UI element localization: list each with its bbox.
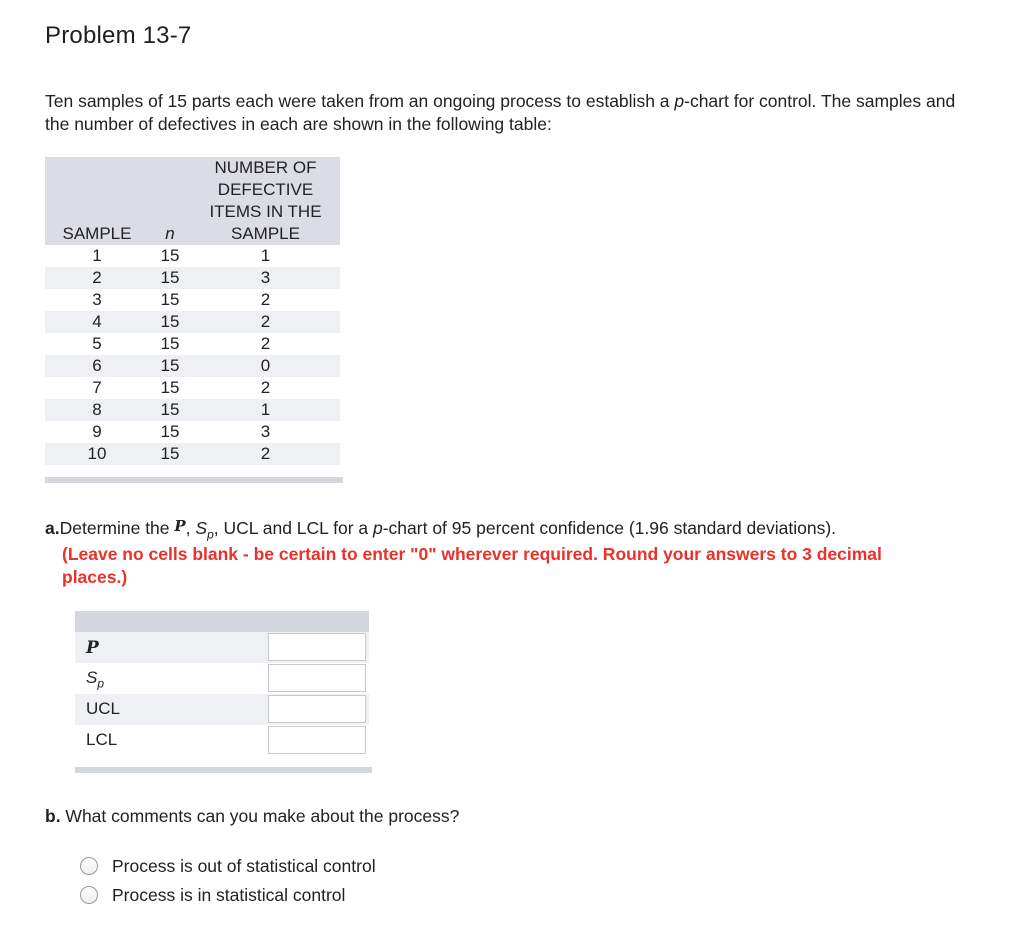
intro-text-2: -chart for control. The samples and the number of defectives in each are shown in the following table: [45,91,956,134]
cell-n: 15 [160,378,180,397]
cell-n: 15 [160,334,180,353]
part-a-text-1: Determine the [59,518,175,538]
cell-sample: 2 [45,267,149,289]
sp-symbol [195,518,214,542]
cell-n: 15 [149,311,191,333]
answer-label-ucl: UCL [86,699,121,718]
radio-option-in-control[interactable] [80,883,345,907]
answer-table-bottom-divider [75,767,372,773]
cell-n: 15 [160,290,180,309]
part-a-italic-p: p [372,518,383,538]
cell-defective: 2 [260,334,271,353]
cell-defective: 2 [191,311,340,333]
part-a-label: a. [45,518,60,538]
lcl-input[interactable] [268,726,366,754]
radio-button-in-control[interactable] [80,886,98,904]
ucl-input[interactable] [268,695,366,723]
table-row [45,443,340,465]
cell-defective: 0 [191,355,340,377]
cell-n: 15 [149,399,191,421]
header-defective-line1: NUMBER OF [214,158,317,177]
cell-defective: 2 [260,378,271,397]
table-row [45,311,340,333]
cell-sample: 10 [45,443,149,465]
cell-defective: 1 [191,399,340,421]
radio-label-in-control[interactable]: Process is in statistical control [112,884,346,905]
radio-button-out-of-control[interactable] [80,857,98,875]
p-bar-input[interactable] [268,633,366,661]
header-defective-line2: DEFECTIVE [217,180,314,199]
sp-symbol-sub: p [207,527,214,542]
cell-defective: 1 [260,246,271,265]
cell-n: 15 [160,246,180,265]
cell-defective: 2 [260,290,271,309]
part-b-question [45,806,459,827]
cell-defective: 2 [191,443,340,465]
radio-label-out-of-control[interactable]: Process is out of statistical control [112,855,376,876]
header-n: n [149,157,191,245]
part-b-text: What comments can you make about the process? [60,806,460,826]
answer-label-lcl: LCL [86,730,118,749]
answer-label-sp-main: S [86,668,98,687]
answer-table-header [75,611,369,632]
part-a-text-3: , UCL and LCL for a [213,518,373,538]
cell-sample: 8 [45,399,149,421]
answer-label-sp [86,668,104,690]
cell-sample: 3 [92,290,102,309]
cell-n: 15 [149,355,191,377]
part-a-text-2: , [185,518,196,538]
radio-option-out-of-control[interactable] [80,854,376,878]
header-defective-line3: ITEMS IN THE [209,202,322,221]
cell-sample: 7 [92,378,102,397]
answer-label-p-bar: P [86,638,99,658]
table-bottom-divider [45,477,343,483]
table-row [45,399,340,421]
answer-label-sp-sub: p [97,676,105,691]
table-row [45,355,340,377]
page-title: Problem 13-7 [45,22,192,49]
cell-n: 15 [149,267,191,289]
cell-n: 15 [160,422,180,441]
cell-n: 15 [149,443,191,465]
cell-sample: 1 [92,246,102,265]
cell-sample: 6 [45,355,149,377]
p-bar-symbol: P [174,517,186,535]
sp-symbol-main: S [195,518,208,538]
table-row [45,377,340,399]
intro-italic-p: p [674,91,685,111]
part-b-label: b. [45,806,61,826]
intro-text-1: Ten samples of 15 parts each were taken from an ongoing process to establish a [45,91,675,111]
answer-row-ucl [75,694,369,725]
cell-defective: 3 [191,267,340,289]
table-row [45,289,340,311]
answer-row-sp [75,663,369,694]
table-row [45,245,340,267]
answer-row-p-bar [75,632,369,663]
header-sample: SAMPLE [45,157,149,245]
table-row [45,333,340,355]
cell-sample: 4 [45,311,149,333]
part-a-instruction: (Leave no cells blank - be certain to enter "0" wherever required. Round your answers to 3 decimal places.) [62,544,882,587]
cell-sample: 5 [92,334,102,353]
sp-input[interactable] [268,664,366,692]
header-defective-line4: SAMPLE [231,224,300,243]
header-defective [191,157,340,245]
cell-defective: 3 [260,422,271,441]
cell-sample: 9 [92,422,102,441]
samples-table [45,157,340,465]
answer-row-lcl [75,725,369,756]
part-a-text-4: -chart of 95 percent confidence (1.96 standard deviations). [382,518,837,538]
part-a-question [45,516,1005,547]
table-row [45,421,340,443]
table-row [45,267,340,289]
problem-intro [45,90,975,136]
